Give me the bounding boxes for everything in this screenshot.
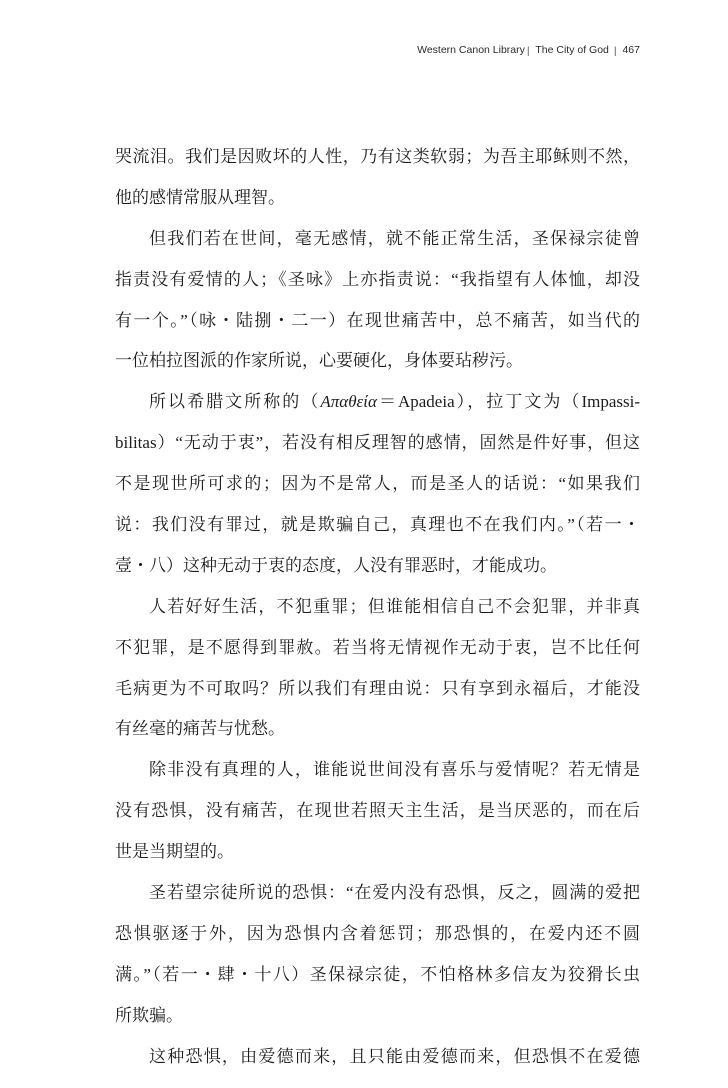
text-segment: ＝Apadeia），拉丁文为（Impassi- [376,392,640,412]
text-line: 有丝毫的痛苦与忧愁。 [115,719,285,739]
body-text [115,137,640,1077]
header-separator: | [613,45,617,57]
paragraph [115,587,640,751]
text-line: 世是当期望的。 [115,842,234,862]
paragraph [115,137,640,219]
text-line: 有一个。”（咏・陆捌・二一）在现世痛苦中，总不痛苦，如当代的 [115,310,640,330]
text-line: 没有恐惧，没有痛苦，在现世若照天主生活，是当厌恶的，而在后 [115,801,640,821]
text-line: 所欺骗。 [115,1005,183,1025]
text-line: 不犯罪，是不愿得到罪赦。若当将无情视作无动于衷，岂不比任何 [115,637,640,657]
text-line: 毛病更为不可取吗？所以我们有理由说：只有享到永福后，才能没 [115,678,640,698]
text-line: 圣若望宗徒所说的恐惧：“在爱内没有恐惧，反之，圆满的爱把 [149,883,640,903]
text-line: 人若好好生活，不犯重罪；但谁能相信自己不会犯罪，并非真 [149,596,640,616]
running-header [417,43,640,57]
text-line: bilitas）“无动于衷”，若没有相反理智的感情，固然是件好事，但这 [115,433,640,453]
text-line: 但我们若在世间，毫无感情，就不能正常生活，圣保禄宗徒曾 [149,228,640,248]
text-line: 除非没有真理的人，谁能说世间没有喜乐与爱情呢？若无情是 [149,760,640,780]
text-line: 说：我们没有罪过，就是欺骗自己，真理也不在我们内。”（若一・ [115,515,640,535]
paragraph [115,750,640,873]
paragraph [115,219,640,383]
page-number: 467 [622,44,640,56]
text-line: 壹・八）这种无动于衷的态度，人没有罪恶时，才能成功。 [115,555,557,575]
paragraph [115,1037,640,1078]
paragraph [115,382,640,586]
text-line: 这种恐惧，由爱德而来，且只能由爱德而来，但恐惧不在爱德 [149,1046,640,1066]
text-line: 恐惧驱逐于外，因为恐惧内含着惩罚；那恐惧的，在爱内还不圆 [115,923,640,943]
book-title: The City of God [535,44,609,56]
text-line: 满。”（若一・肆・十八）圣保禄宗徒，不怕格林多信友为狡猾长虫 [115,964,640,984]
text-line: 一位柏拉图派的作家所说，心要硬化，身体要玷秽污。 [115,351,523,371]
header-separator: | [526,45,530,57]
greek-term: Απαθεία [320,392,377,412]
text-line [115,382,640,423]
series-name: Western Canon Library [417,44,525,56]
text-line: 他的感情常服从理智。 [115,187,285,207]
text-line: 不是现世所可求的；因为不是常人，而是圣人的话说：“如果我们 [115,474,640,494]
text-line: 指责没有爱情的人；《圣咏》上亦指责说：“我指望有人体恤，却没 [115,269,640,289]
text-line: 哭流泪。我们是因败坏的人性，乃有这类软弱；为吾主耶稣则不然， [115,147,640,166]
text-segment: 所以希腊文所称的（ [149,392,321,412]
paragraph [115,873,640,1037]
